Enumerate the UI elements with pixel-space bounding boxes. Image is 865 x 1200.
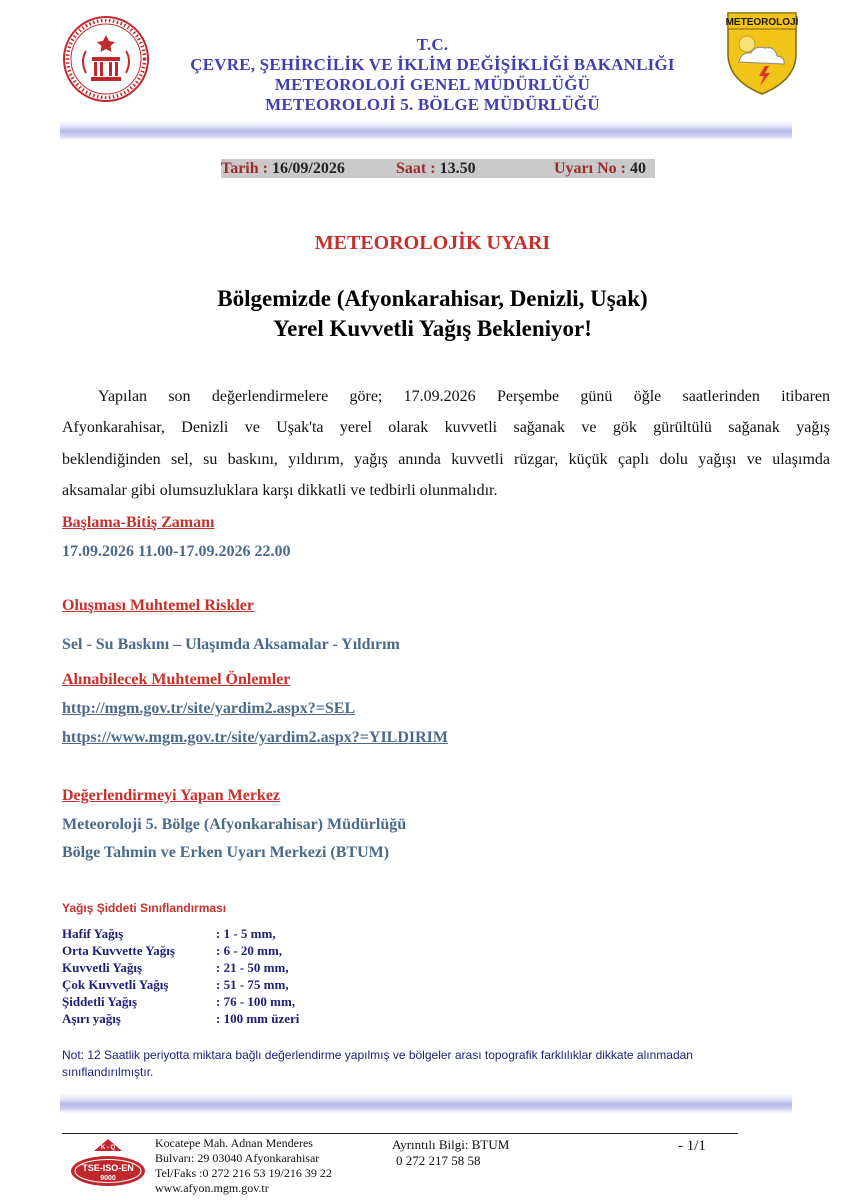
footer-website: www.afyon.mgm.gov.tr xyxy=(155,1181,269,1195)
date-label: Tarih : xyxy=(221,160,268,177)
time-field xyxy=(396,159,476,178)
evaluation-center-line-2: Bölge Tahmin ve Erken Uyarı Merkezi (BTUM) xyxy=(62,844,390,861)
alert-title: METEOROLOJİK UYARI xyxy=(314,232,551,254)
rain-class-name: Orta Kuvvette Yağış xyxy=(62,943,175,958)
date-time-bar xyxy=(221,159,655,178)
rain-class-name: Hafif Yağış xyxy=(62,926,124,941)
warning-number-label: Uyarı No : xyxy=(554,160,626,177)
header-line-directorate: METEOROLOJİ GENEL MÜDÜRLÜĞÜ xyxy=(274,75,591,94)
rain-class-range: : 76 - 100 mm, xyxy=(216,994,296,1009)
risks-value: Sel - Su Baskını – Ulaşımda Aksamalar - Yıldırım xyxy=(62,636,400,653)
tse-logo-bottom-text: 9000 xyxy=(100,1175,116,1182)
body-line-1: Yapılan son değerlendirmelere göre; 17.09.2026 Perşembe günü öğle saatlerinden itibaren xyxy=(98,388,830,405)
page-number: - 1/1 xyxy=(678,1138,706,1154)
footer-phone-fax: Tel/Faks :0 272 216 53 19/216 39 22 xyxy=(155,1166,332,1180)
header-line-ministry: ÇEVRE, ŞEHİRCİLİK VE İKLİM DEĞİŞİKLİĞİ BAKANLIĞI xyxy=(190,55,675,74)
rain-class-name: Çok Kuvvetli Yağış xyxy=(62,977,169,992)
evaluation-center-heading: Değerlendirmeyi Yapan Merkez xyxy=(62,787,281,804)
footer-address-line-2: Bulvarı: 29 03040 Afyonkarahisar xyxy=(155,1151,320,1165)
footer-divider-band xyxy=(60,1093,792,1113)
header-divider-band xyxy=(60,120,792,140)
footer-rule xyxy=(62,1133,738,1134)
headline-line-2: Yerel Kuvvetli Yağış Bekleniyor! xyxy=(273,316,592,341)
body-line-3: beklendiğinden sel, su baskını, yıldırım, yağış anında kuvvetli rüzgar, küçük çaplı dolu yağışı ve ulaşımda xyxy=(62,451,830,468)
time-value: 13.50 xyxy=(439,160,476,177)
body-line-2: Afyonkarahisar, Denizli ve Uşak'ta yerel olarak kuvvetli sağanak ve gök gürültülü sağanak yağış xyxy=(62,419,830,436)
tse-logo-mid-text: TSE-ISO-EN xyxy=(82,1163,134,1173)
start-end-time-heading: Başlama-Bitiş Zamanı xyxy=(62,514,215,531)
footer-info-phone: 0 272 217 58 58 xyxy=(396,1153,481,1168)
footer-address-line-1: Kocatepe Mah. Adnan Menderes xyxy=(155,1136,313,1150)
sel-help-link[interactable]: http://mgm.gov.tr/site/yardim2.aspx?=SEL xyxy=(62,700,356,717)
warning-number-field xyxy=(554,159,646,178)
start-end-time-value: 17.09.2026 11.00-17.09.2026 22.00 xyxy=(62,543,291,560)
meteoroloji-shield-logo xyxy=(725,10,799,96)
header-line-tc: T.C. xyxy=(416,35,449,54)
date-value: 16/09/2026 xyxy=(271,160,345,177)
rain-class-range: : 21 - 50 mm, xyxy=(216,960,289,975)
yildirim-help-link[interactable]: https://www.mgm.gov.tr/site/yardim2.aspx?=YILDIRIM xyxy=(62,729,449,746)
rain-class-range: : 100 mm üzeri xyxy=(216,1011,300,1026)
footer-info-label: Ayrıntılı Bilgi: BTUM xyxy=(392,1137,510,1152)
risks-heading: Oluşması Muhtemel Riskler xyxy=(62,597,254,614)
classification-note-line-2: sınıflandırılmıştır. xyxy=(62,1065,154,1079)
measures-heading: Alınabilecek Muhtemel Önlemler xyxy=(62,671,291,688)
header-line-regional: METEOROLOJİ 5. BÖLGE MÜDÜRLÜĞÜ xyxy=(265,95,600,114)
classification-note xyxy=(62,1047,802,1081)
warning-number-value: 40 xyxy=(629,160,646,177)
tse-iso-certification-logo xyxy=(68,1135,148,1195)
rain-class-name: Aşırı yağış xyxy=(62,1011,121,1026)
rain-class-range: : 51 - 75 mm, xyxy=(216,977,289,992)
rain-intensity-title: Yağış Şiddeti Sınıflandırması xyxy=(62,901,227,915)
classification-note-line-1: Not: 12 Saatlik periyotta miktara bağlı değerlendirme yapılmış ve bölgeler arası topografik farklılıklar dikkate alınmadan xyxy=(62,1048,693,1062)
rain-class-range: : 1 - 5 mm, xyxy=(216,926,276,941)
rain-class-name: Kuvvetli Yağış xyxy=(62,960,143,975)
time-label: Saat : xyxy=(396,160,436,177)
date-field xyxy=(221,159,345,178)
tse-logo-top-text: K - Q xyxy=(100,1145,116,1151)
evaluation-center-line-1: Meteoroloji 5. Bölge (Afyonkarahisar) Müdürlüğü xyxy=(62,816,407,833)
body-line-4: aksamalar gibi olumsuzluklara karşı dikkatli ve tedbirli olunmalıdır. xyxy=(62,482,498,499)
meteoroloji-logo-text: METEOROLOJİ xyxy=(725,17,799,28)
rain-class-name: Şiddetli Yağış xyxy=(62,994,138,1009)
rain-class-range: : 6 - 20 mm, xyxy=(216,943,283,958)
headline-line-1: Bölgemizde (Afyonkarahisar, Denizli, Uşak) xyxy=(217,286,648,311)
